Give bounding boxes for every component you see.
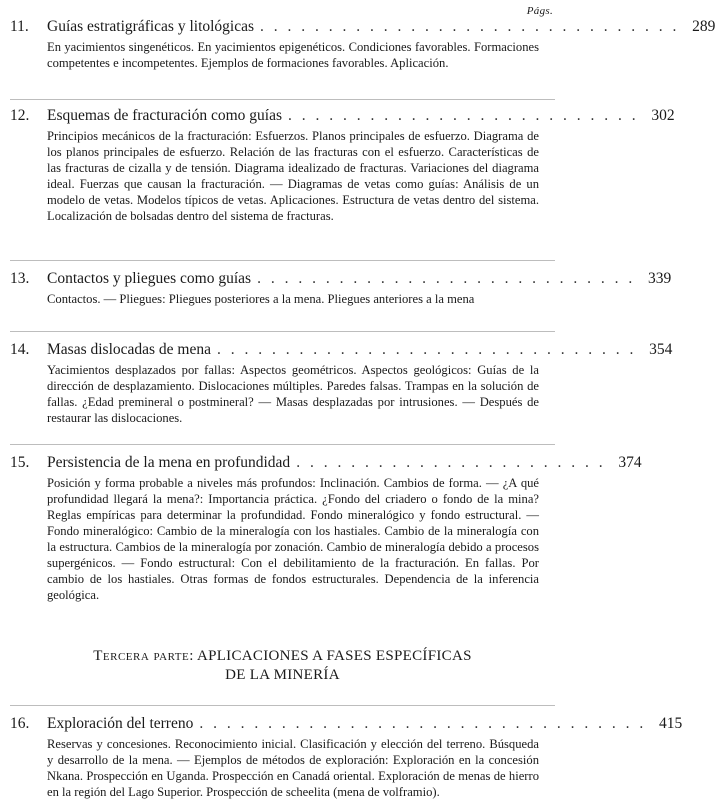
part-label: Tercera parte (93, 648, 190, 664)
chapter-summary: Principios mecánicos de la fracturación: Esfuerzos. Planos principales de esfuerzo. Diagrama de los planos principales de esfuerzo. Relación de las fracturas con el esfuerzo. Características de las fracturas de cizalla y de tensión. Diagrama idealizado de fracturas. Variaciones del diagrama ideal. Fuerzas que causan la fracturación. — Diagramas de vetas como guías: Análisis de un modelo de vetas. Modelos típicos de vetas. Aplicaciones. Estructura de vetas dentro del sistema. Localización de bolsadas dentro del sistema de fracturas. (47, 129, 539, 223)
chapter-page-number: 339 (647, 270, 672, 287)
chapter-summary: En yacimientos singenéticos. En yacimientos epigenéticos. Condiciones favorables. Formaciones competentes e incompetentes. Ejemplos de formaciones favorables. Aplicación. (47, 40, 539, 70)
part-heading (10, 647, 555, 685)
chapter-title: Exploración del terreno (47, 715, 194, 732)
chapter-number: 15. (10, 454, 30, 471)
chapter-title: Masas dislocadas de mena (47, 341, 211, 358)
part-title-line1: APLICACIONES A FASES ESPECÍFICAS (196, 648, 472, 664)
leader-dots: . . . . . . . . . . . . . . . . . . . . . . . . . . . . (257, 270, 636, 287)
chapter-page-number: 415 (658, 715, 683, 732)
part-separator: : (189, 648, 197, 664)
chapter-number: 16. (10, 715, 30, 732)
table-of-contents (10, 17, 715, 800)
chapter-entry (10, 706, 683, 800)
chapter-number: 12. (10, 107, 30, 124)
leader-dots: . . . . . . . . . . . . . . . . . . . . . . . . . . (288, 107, 639, 124)
chapter-entry (10, 17, 715, 99)
chapter-page-number: 354 (649, 341, 673, 358)
part-title-line2: DE LA MINERÍA (225, 667, 340, 683)
chapter-summary: Contactos. — Pliegues: Pliegues posteriores a la mena. Pliegues anteriores a la mena (47, 292, 475, 306)
chapter-summary: Posición y forma probable a niveles más profundos: Inclinación. Cambios de forma. — ¿A qué profundidad llegará la mena?: Importancia práctica. ¿Fondo del criadero o fondo de la mina? Reglas empíricas para determinar la profundidad. Fondo mineralógico y fondo estructural. — Fondo mineralógico: Cambio de la mineralogía con los hastiales. Cambio de la mineralogía con la estructura. Cambios de la mineralogía por zonación. Cambio de mineralogía debido a procesos supergénicos. — Fondo estructural: Con el debilitamiento de la fracturación. En fallas. Por cambio de los hastiales. Otras formas de fondos estructurales. Dependencia de la inferencia geológica. (47, 476, 539, 602)
chapter-page-number: 289 (692, 18, 715, 35)
chapter-number: 11. (10, 18, 29, 35)
chapter-page-number: 302 (651, 107, 675, 124)
chapter-page-number: 374 (618, 454, 642, 471)
chapter-entry (10, 100, 675, 260)
chapter-summary: Reservas y concesiones. Reconocimiento inicial. Clasificación y elección del terreno. Búsqueda y desarrollo de la mena. — Ejemplos de métodos de exploración: Exploración en la concesión Nkana. Prospección en Uganda. Prospección en Canadá oriental. Exploración de menas de hierro en la región del Lago Superior. Prospección de scheelita (mena de volframio). (47, 737, 539, 799)
leader-dots: . . . . . . . . . . . . . . . . . . . . . . . (296, 454, 606, 471)
chapter-summary: Yacimientos desplazados por fallas: Aspectos geométricos. Aspectos geológicos: Guías de la dirección de desplazamiento. Dislocaciones múltiples. Paredes falsas. Trampas en la solución de fallas. ¿Edad premineral o postmineral? — Masas desplazadas por intrusiones. — Después de restaurar las dislocaciones. (47, 363, 539, 425)
leader-dots: . . . . . . . . . . . . . . . . . . . . . . . . . . . . . . . (217, 341, 637, 358)
chapter-title: Guías estratigráficas y litológicas (47, 18, 255, 35)
chapter-number: 13. (10, 270, 30, 287)
chapter-entry (10, 261, 672, 331)
leader-dots: . . . . . . . . . . . . . . . . . . . . . . . . . . . . . . . (260, 18, 680, 35)
chapter-title: Contactos y pliegues como guías (47, 270, 252, 287)
chapter-title: Persistencia de la mena en profundidad (47, 454, 291, 471)
leader-dots: . . . . . . . . . . . . . . . . . . . . . . . . . . . . . . . . . (199, 715, 647, 732)
chapter-number: 14. (10, 341, 30, 358)
chapter-title: Esquemas de fracturación como guías (47, 107, 282, 124)
chapter-entry (10, 445, 642, 629)
pages-column-label: Págs. (526, 5, 553, 17)
chapter-entry (10, 332, 673, 444)
